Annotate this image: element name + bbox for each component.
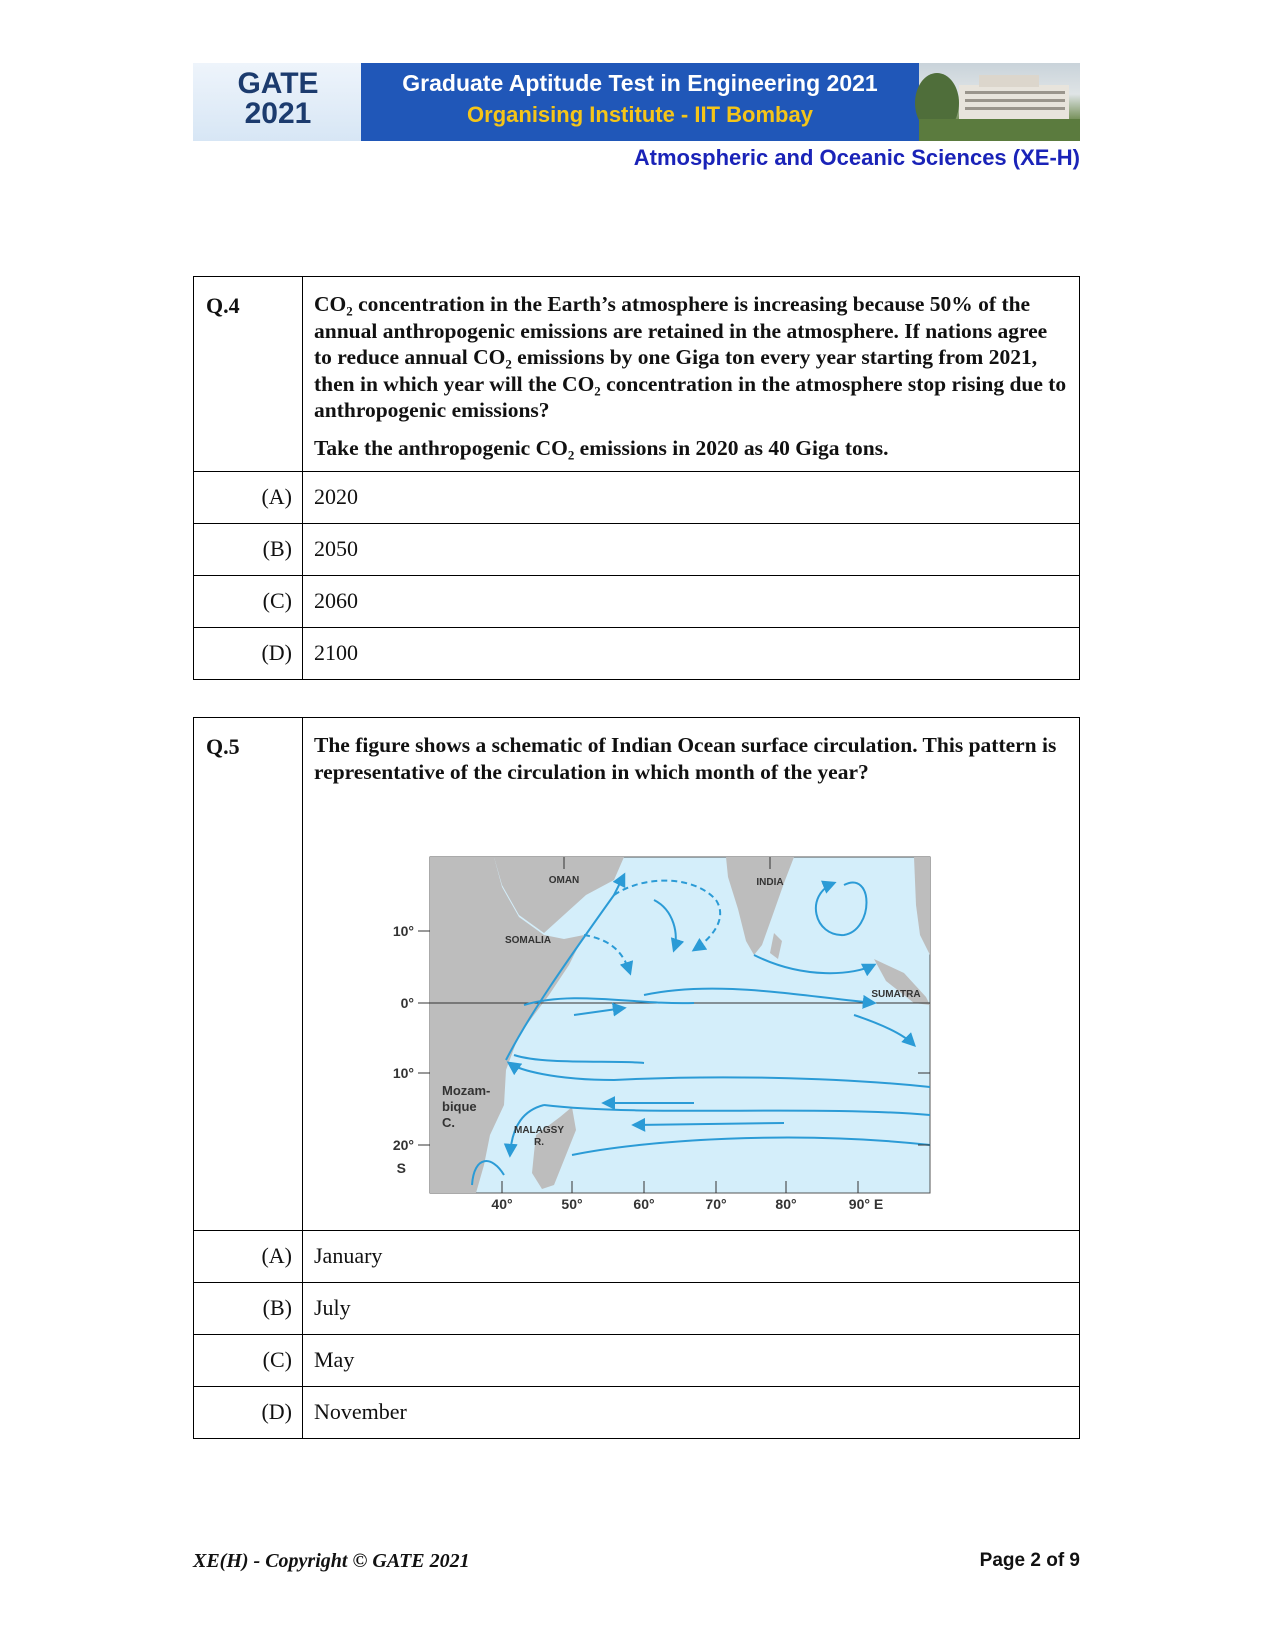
question-stem — [303, 718, 1080, 1231]
indian-ocean-circulation-figure — [314, 855, 921, 1215]
lon-label: 80° — [775, 1196, 797, 1212]
place-label-india: INDIA — [756, 877, 784, 888]
question-number: Q.4 — [194, 277, 303, 472]
footer-copyright: XE(H) - Copyright © GATE 2021 — [193, 1550, 470, 1572]
lat-label: 10° — [392, 923, 414, 939]
place-label-mozambique: C. — [442, 1115, 455, 1130]
option-c — [194, 1335, 1080, 1387]
option-text: May — [303, 1335, 1080, 1387]
place-label-mozambique: bique — [442, 1099, 477, 1114]
option-text: 2050 — [303, 524, 1080, 576]
option-label: (D) — [194, 628, 303, 680]
lat-label: S — [396, 1160, 406, 1176]
question-text: CO₂ concentration in the Earth’s atmosphere is increasing because 50% of the annual anthropogenic emissions are retained in the atmosphere. If nations agree to reduce annual CO₂ emissions by one Giga ton every year starting from 2021, then in which year will the CO₂ concentration in the atmosphere stop rising due to anthropogenic emissions? — [314, 292, 1067, 422]
place-label-malagasy: MALAGSY — [514, 1125, 564, 1136]
gate-logo — [193, 63, 361, 141]
option-a — [194, 1231, 1080, 1283]
option-text: 2060 — [303, 576, 1080, 628]
option-a — [194, 472, 1080, 524]
option-label: (B) — [194, 1283, 303, 1335]
paper-name: Atmospheric and Oceanic Sciences (XE-H) — [633, 145, 1080, 170]
page-header — [193, 63, 1080, 141]
question-stem — [303, 277, 1080, 472]
lon-label: 90° E — [848, 1196, 884, 1212]
question-5-table — [193, 717, 1080, 1439]
lat-label: 0° — [400, 995, 414, 1011]
campus-building-icon — [919, 63, 1080, 141]
lon-label: 60° — [633, 1196, 655, 1212]
place-label-oman: OMAN — [548, 875, 580, 886]
option-label: (B) — [194, 524, 303, 576]
option-c — [194, 576, 1080, 628]
place-label-malagasy: R. — [534, 1137, 544, 1148]
option-label: (A) — [194, 1231, 303, 1283]
option-label: (C) — [194, 1335, 303, 1387]
lon-label: 50° — [561, 1196, 583, 1212]
option-text: July — [303, 1283, 1080, 1335]
campus-photo — [919, 63, 1080, 141]
place-label-sumatra: SUMATRA — [871, 989, 921, 1000]
option-b — [194, 1283, 1080, 1335]
lat-label: 10° — [392, 1065, 414, 1081]
option-d — [194, 628, 1080, 680]
lon-label: 40° — [491, 1196, 513, 1212]
question-4-table — [193, 276, 1080, 680]
question-text: The figure shows a schematic of Indian Ocean surface circulation. This pattern is representative of the circulation in which month of the year? — [314, 733, 1057, 784]
option-label: (A) — [194, 472, 303, 524]
option-b — [194, 524, 1080, 576]
question-note: Take the anthropogenic CO₂ emissions in 2020 as 40 Giga tons. — [314, 435, 889, 460]
option-text: 2100 — [303, 628, 1080, 680]
option-label: (C) — [194, 576, 303, 628]
option-text: November — [303, 1387, 1080, 1439]
gate-logo-text: GATE 2021 — [237, 67, 319, 130]
place-label-mozambique: Mozam- — [442, 1083, 491, 1098]
option-text: 2020 — [303, 472, 1080, 524]
lat-label: 20° — [392, 1137, 414, 1153]
question-number: Q.5 — [194, 718, 303, 1231]
option-label: (D) — [194, 1387, 303, 1439]
footer-page-number: Page 2 of 9 — [979, 1550, 1080, 1571]
header-banner — [361, 63, 919, 141]
lon-label: 70° — [705, 1196, 727, 1212]
banner-title: Graduate Aptitude Test in Engineering 2021 — [402, 70, 878, 96]
option-text: January — [303, 1231, 1080, 1283]
option-d — [194, 1387, 1080, 1439]
place-label-somalia: SOMALIA — [504, 935, 552, 946]
banner-subtitle: Organising Institute - IIT Bombay — [467, 102, 813, 127]
